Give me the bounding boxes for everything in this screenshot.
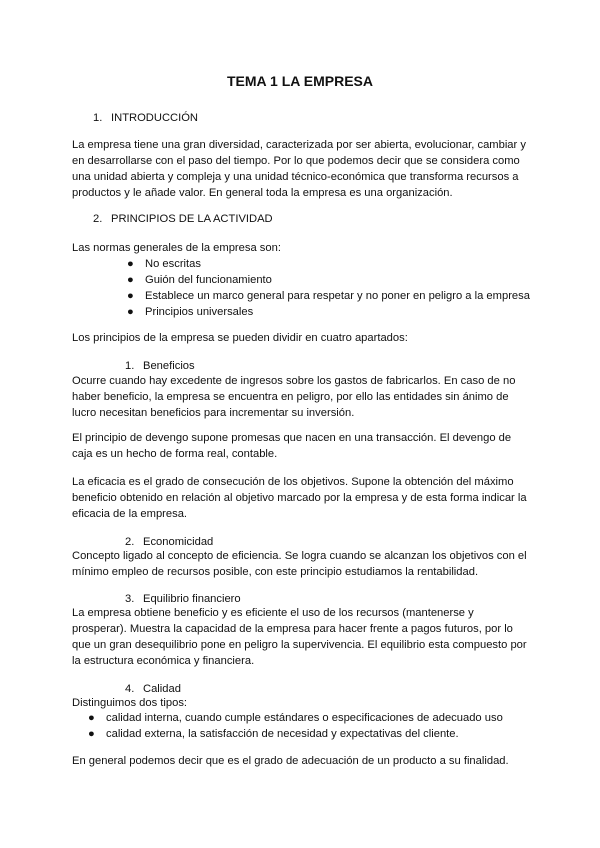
paragraph-line: caja es un hecho de forma real, contable.: [72, 448, 278, 460]
paragraph-line: la estructura económica y financiera.: [72, 655, 255, 667]
paragraph-line: que un gran desequilibrio pone en peligro la supervivencia. El equilibrio esta compuesto por: [72, 639, 527, 651]
section-heading-text: PRINCIPIOS DE LA ACTIVIDAD: [111, 213, 273, 225]
section-heading-principios: [93, 211, 553, 227]
calidad-intro: Distinguimos dos tipos:: [72, 697, 188, 709]
section-heading-text: INTRODUCCIÓN: [111, 112, 199, 124]
bullet-icon: ●: [127, 258, 134, 270]
list-item: ● Guión del funcionamiento: [127, 274, 272, 286]
document-title: TEMA 1 LA EMPRESA: [227, 73, 373, 89]
subsection-heading-text: Calidad: [143, 683, 181, 695]
economicidad-paragraph: [72, 548, 532, 580]
paragraph-line: en desarrollarse con el paso del tiempo. Por lo que podemos decir que se considera como: [72, 155, 520, 167]
paragraph-line: eficacia de la empresa.: [72, 508, 188, 520]
subsection-number: 3.: [125, 593, 135, 605]
principios-intro: Los principios de la empresa se pueden dividir en cuatro apartados:: [72, 332, 408, 344]
paragraph-line: mínimo empleo de recursos posible, con este principio estudiamos la rentabilidad.: [72, 566, 479, 578]
section-number: 1.: [93, 112, 103, 124]
paragraph-line: La eficacia es el grado de consecución de los objetivos. Supone la obtención del máximo: [72, 476, 514, 488]
list-item: ● calidad externa, la satisfacción de necesidad y expectativas del cliente.: [88, 728, 459, 740]
normas-list: [127, 256, 587, 320]
bullet-icon: ●: [88, 728, 95, 740]
paragraph-line: La empresa tiene una gran diversidad, caracterizada por ser abierta, evolucionar, cambiar y: [72, 139, 526, 151]
subsection-heading-text: Beneficios: [143, 360, 195, 372]
bullet-icon: ●: [88, 712, 95, 724]
list-item: ● Establece un marco general para respetar y no poner en peligro a la empresa: [127, 290, 530, 302]
section-heading-introduccion: [93, 110, 553, 126]
normas-intro: Las normas generales de la empresa son:: [72, 242, 281, 254]
bullet-icon: ●: [127, 306, 134, 318]
list-item: ● Principios universales: [127, 306, 254, 318]
list-item: ● No escritas: [127, 258, 201, 270]
bullet-icon: ●: [127, 290, 134, 302]
subsection-number: 1.: [125, 360, 135, 372]
paragraph-line: beneficio obtenido en relación al objetivo marcado por la empresa y de esta forma indicar la: [72, 492, 527, 504]
subsection-number: 2.: [125, 536, 135, 548]
paragraph-line: productos y le añade valor. En general toda la empresa es una organización.: [72, 187, 453, 199]
calidad-list: [88, 710, 548, 742]
paragraph-line: La empresa obtiene beneficio y es eficiente el uso de los recursos (mantenerse y: [72, 607, 474, 619]
conclusion-paragraph: En general podemos decir que es el grado de adecuación de un producto a su finalidad.: [72, 755, 509, 767]
beneficios-paragraph: [72, 373, 532, 421]
paragraph-line: Ocurre cuando hay excedente de ingresos sobre los gastos de fabricarlos. En caso de no: [72, 375, 516, 387]
subsection-heading-text: Equilibrio financiero: [143, 593, 241, 605]
subsection-number: 4.: [125, 683, 135, 695]
intro-paragraph: [72, 137, 532, 201]
paragraph-line: lucro necesitan beneficios para incrementar su inversión.: [72, 407, 355, 419]
equilibrio-paragraph: [72, 605, 532, 669]
bullet-icon: ●: [127, 274, 134, 286]
paragraph-line: Concepto ligado al concepto de eficiencia. Se logra cuando se alcanzan los objetivos con el: [72, 550, 527, 562]
paragraph-line: prosperar). Muestra la capacidad de la empresa para hacer frente a pagos futuros, por lo: [72, 623, 513, 635]
devengo-paragraph: [72, 430, 532, 462]
list-item: ● calidad interna, cuando cumple estándares o especificaciones de adecuado uso: [88, 712, 503, 724]
eficacia-paragraph: [72, 474, 532, 522]
paragraph-line: haber beneficio, la empresa se encuentra en peligro, por ello las entidades sin ánimo de: [72, 391, 509, 403]
paragraph-line: una unidad abierta y compleja y una unidad técnico-económica que transforma recursos a: [72, 171, 519, 183]
section-number: 2.: [93, 213, 103, 225]
paragraph-line: El principio de devengo supone promesas que nacen en una transacción. El devengo de: [72, 432, 512, 444]
subsection-heading-text: Economicidad: [143, 536, 214, 548]
subsection-heading-beneficios: [125, 358, 585, 374]
